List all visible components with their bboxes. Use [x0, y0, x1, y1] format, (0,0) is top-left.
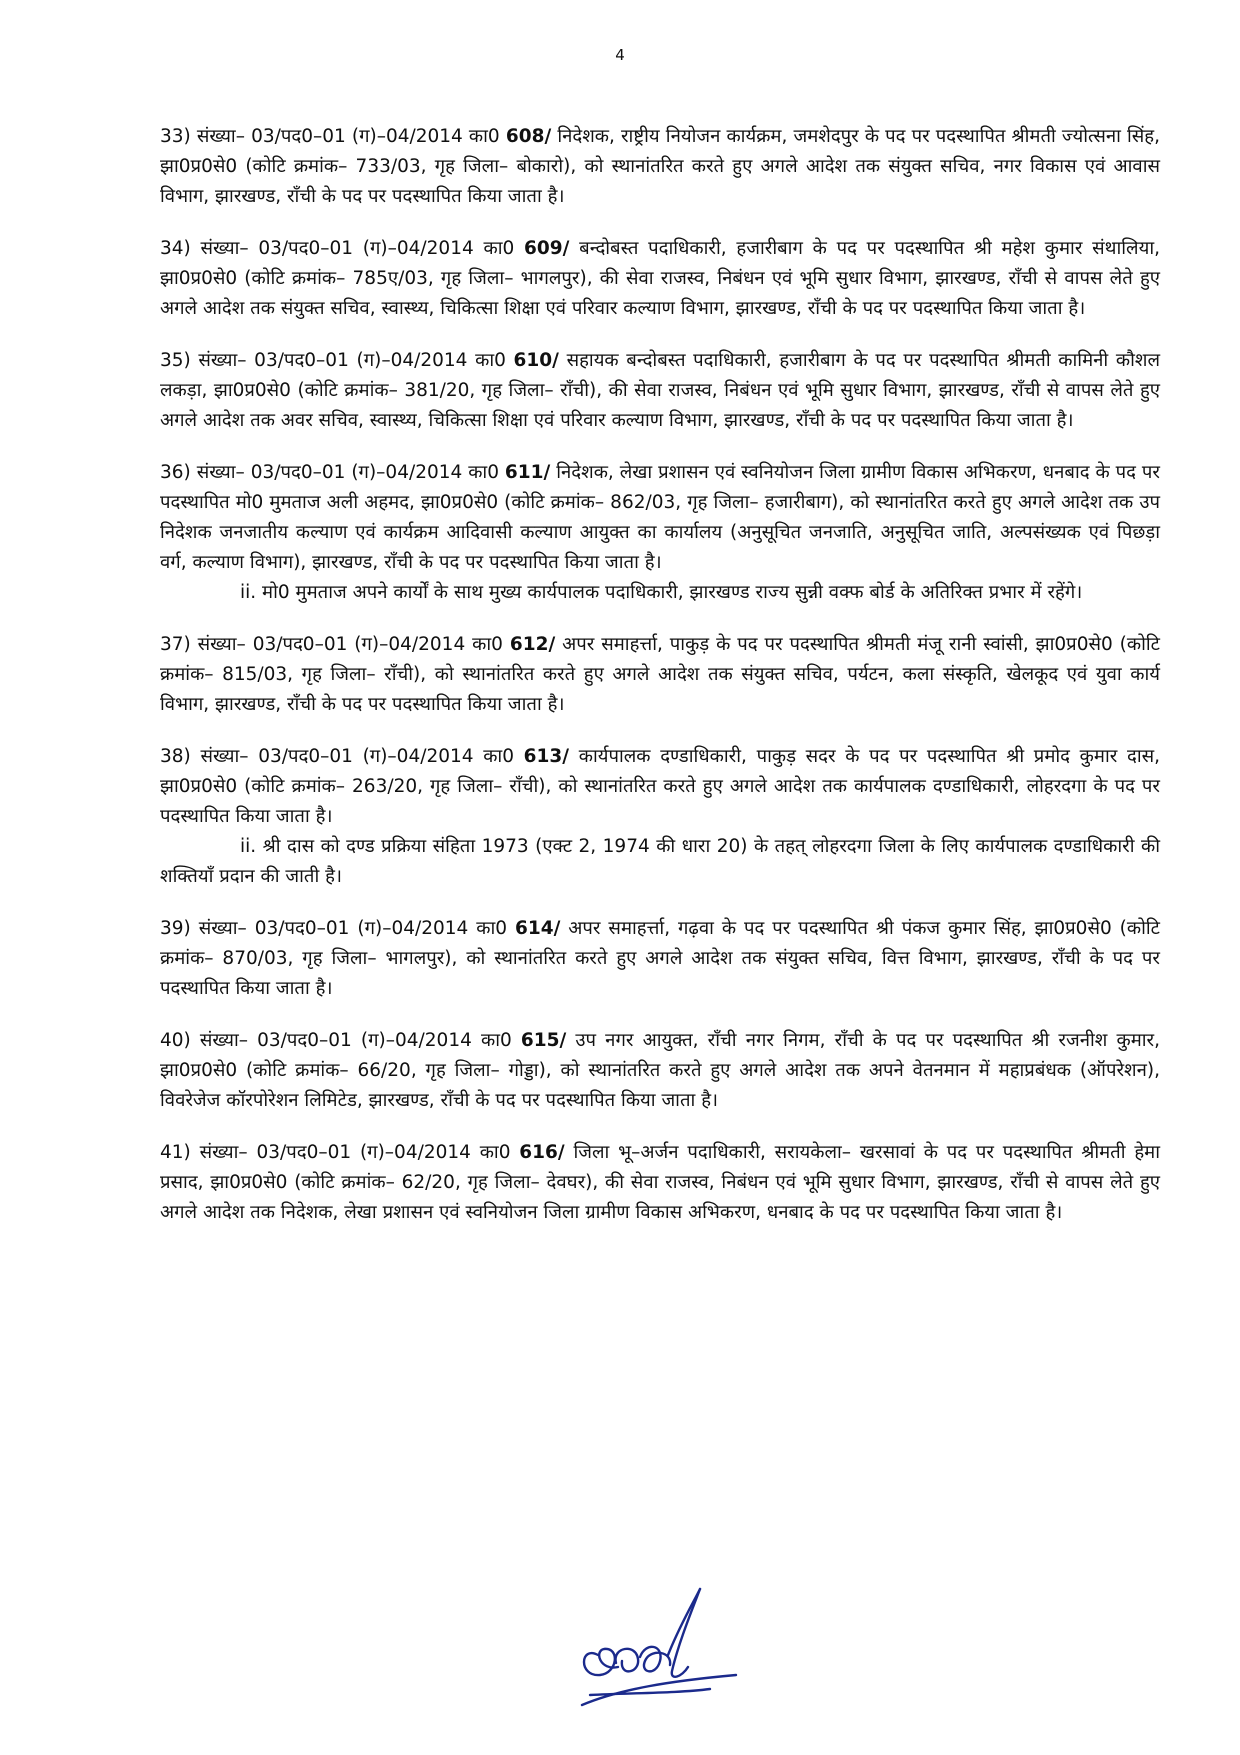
order-number: 608/ — [505, 126, 552, 147]
entry-36 — [160, 458, 1160, 608]
order-number: 610/ — [513, 350, 559, 371]
entry-prefix: 37) संख्या– 03/पद0–01 (ग)–04/2014 का0 — [160, 634, 510, 655]
entry-prefix: 35) संख्या– 03/पद0–01 (ग)–04/2014 का0 — [160, 350, 514, 371]
entry-prefix: 41) संख्या– 03/पद0–01 (ग)–04/2014 का0 — [160, 1142, 520, 1163]
entry-text: जिला भू–अर्जन पदाधिकारी, सरायकेला– खरसावां के पद पर पदस्थापित श्रीमती हेमा प्रसाद, झा0प्र0से0 (कोटि क्रमांक– 62/20, गृह जिला– देवघर), की सेवा राजस्व, निबंधन एवं भूमि सुधार विभाग, झारखण्ड, राँची से वापस लेते हुए अगले आदेश तक निदेशक, लेखा प्रशासन एवं स्वनियोजन जिला ग्रामीण विकास अभिकरण, धनबाद के पद पर पदस्थापित किया जाता है। — [160, 1142, 1160, 1223]
entry-text: निदेशक, राष्ट्रीय नियोजन कार्यक्रम, जमशेदपुर के पद पर पदस्थापित श्रीमती ज्योत्सना सिंह, झा0प्र0से0 (कोटि क्रमांक– 733/03, गृह जिला– बोकारो), को स्थानांतरित करते हुए अगले आदेश तक संयुक्त सचिव, नगर विकास एवं आवास विभाग, झारखण्ड, राँची के पद पर पदस्थापित किया जाता है। — [160, 126, 1161, 207]
entry-41 — [160, 1138, 1160, 1228]
order-number: 615/ — [520, 1030, 567, 1051]
entry-40 — [160, 1026, 1160, 1116]
entry-prefix: 39) संख्या– 03/पद0–01 (ग)–04/2014 का0 — [160, 918, 515, 939]
entry-prefix: 40) संख्या– 03/पद0–01 (ग)–04/2014 का0 — [160, 1030, 521, 1051]
entry-text: बन्दोबस्त पदाधिकारी, हजारीबाग के पद पर पदस्थापित श्री महेश कुमार संथालिया, झा0प्र0से0 (कोटि क्रमांक– 785ए/03, गृह जिला– भागलपुर), की सेवा राजस्व, निबंधन एवं भूमि सुधार विभाग, झारखण्ड, राँची से वापस लेते हुए अगले आदेश तक संयुक्त सचिव, स्वास्थ्य, चिकित्सा शिक्षा एवं परिवार कल्याण विभाग, झारखण्ड, राँची के पद पर पदस्थापित किया जाता है। — [160, 238, 1160, 319]
document-body — [160, 122, 1160, 1250]
entry-prefix: 36) संख्या– 03/पद0–01 (ग)–04/2014 का0 — [160, 462, 505, 483]
entry-34 — [160, 234, 1160, 324]
page-number: 4 — [615, 46, 625, 64]
order-number: 609/ — [524, 238, 570, 259]
entry-subclause: ii. श्री दास को दण्ड प्रक्रिया संहिता 1973 (एक्ट 2, 1974 की धारा 20) के तहत् लोहरदगा जिला के लिए कार्यपालक दण्डाधिकारी की शक्तियाँ प्रदान की जाती है। — [160, 836, 1160, 887]
entry-33 — [160, 122, 1160, 212]
entry-39 — [160, 914, 1160, 1004]
entry-prefix: 34) संख्या– 03/पद0–01 (ग)–04/2014 का0 — [160, 238, 525, 259]
order-number: 616/ — [519, 1142, 565, 1163]
order-number: 612/ — [509, 634, 556, 655]
entry-35 — [160, 346, 1160, 436]
entry-text: अपर समाहर्त्ता, पाकुड़ के पद पर पदस्थापित श्रीमती मंजू रानी स्वांसी, झा0प्र0से0 (कोटि क्रमांक– 815/03, गृह जिला– राँची), को स्थानांतरित करते हुए अगले आदेश तक संयुक्त सचिव, पर्यटन, कला संस्कृति, खेलकूद एवं युवा कार्य विभाग, झारखण्ड, राँची के पद पर पदस्थापित किया जाता है। — [160, 634, 1160, 715]
signature — [560, 1585, 760, 1715]
order-number: 614/ — [514, 918, 561, 939]
order-number: 611/ — [504, 462, 551, 483]
entry-text: अपर समाहर्त्ता, गढ़वा के पद पर पदस्थापित श्री पंकज कुमार सिंह, झा0प्र0से0 (कोटि क्रमांक– 870/03, गृह जिला– भागलपुर), को स्थानांतरित करते हुए अगले आदेश तक संयुक्त सचिव, वित्त विभाग, झारखण्ड, राँची के पद पर पदस्थापित किया जाता है। — [160, 918, 1160, 999]
entry-text: उप नगर आयुक्त, राँची नगर निगम, राँची के पद पर पदस्थापित श्री रजनीश कुमार, झा0प्र0से0 (कोटि क्रमांक– 66/20, गृह जिला– गोड्डा), को स्थानांतरित करते हुए अगले आदेश तक अपने वेतनमान में महाप्रबंधक (ऑपरेशन), विवरेजेज कॉरपोरेशन लिमिटेड, झारखण्ड, राँची के पद पर पदस्थापित किया जाता है। — [160, 1030, 1160, 1111]
entry-37 — [160, 630, 1160, 720]
order-number: 613/ — [523, 746, 570, 767]
entry-38 — [160, 742, 1160, 892]
entry-text: कार्यपालक दण्डाधिकारी, पाकुड़ सदर के पद पर पदस्थापित श्री प्रमोद कुमार दास, झा0प्र0से0 (कोटि क्रमांक– 263/20, गृह जिला– राँची), को स्थानांतरित करते हुए अगले आदेश तक कार्यपालक दण्डाधिकारी, लोहरदगा के पद पर पदस्थापित किया जाता है। — [160, 746, 1160, 827]
entry-text: निदेशक, लेखा प्रशासन एवं स्वनियोजन जिला ग्रामीण विकास अभिकरण, धनबाद के पद पर पदस्थापित मो0 मुमताज अली अहमद, झा0प्र0से0 (कोटि क्रमांक– 862/03, गृह जिला– हजारीबाग), को स्थानांतरित करते हुए अगले आदेश तक उप निदेशक जनजातीय कल्याण एवं कार्यक्रम आदिवासी कल्याण आयुक्त का कार्यालय (अनुसूचित जनजाति, अनुसूचित जाति, अल्पसंख्यक एवं पिछड़ा वर्ग, कल्याण विभाग), झारखण्ड, राँची के पद पर पदस्थापित किया जाता है। — [160, 462, 1160, 573]
entry-subclause: ii. मो0 मुमताज अपने कार्यों के साथ मुख्य कार्यपालक पदाधिकारी, झारखण्ड राज्य सुन्नी वक्फ बोर्ड के अतिरिक्त प्रभार में रहेंगे। — [240, 582, 1083, 603]
entry-prefix: 33) संख्या– 03/पद0–01 (ग)–04/2014 का0 — [160, 126, 506, 147]
entry-text: सहायक बन्दोबस्त पदाधिकारी, हजारीबाग के पद पर पदस्थापित श्रीमती कामिनी कौशल लकड़ा, झा0प्र0से0 (कोटि क्रमांक– 381/20, गृह जिला– राँची), की सेवा राजस्व, निबंधन एवं भूमि सुधार विभाग, झारखण्ड, राँची से वापस लेते हुए अगले आदेश तक अवर सचिव, स्वास्थ्य, चिकित्सा शिक्षा एवं परिवार कल्याण विभाग, झारखण्ड, राँची के पद पर पदस्थापित किया जाता है। — [160, 350, 1160, 431]
entry-prefix: 38) संख्या– 03/पद0–01 (ग)–04/2014 का0 — [160, 746, 524, 767]
